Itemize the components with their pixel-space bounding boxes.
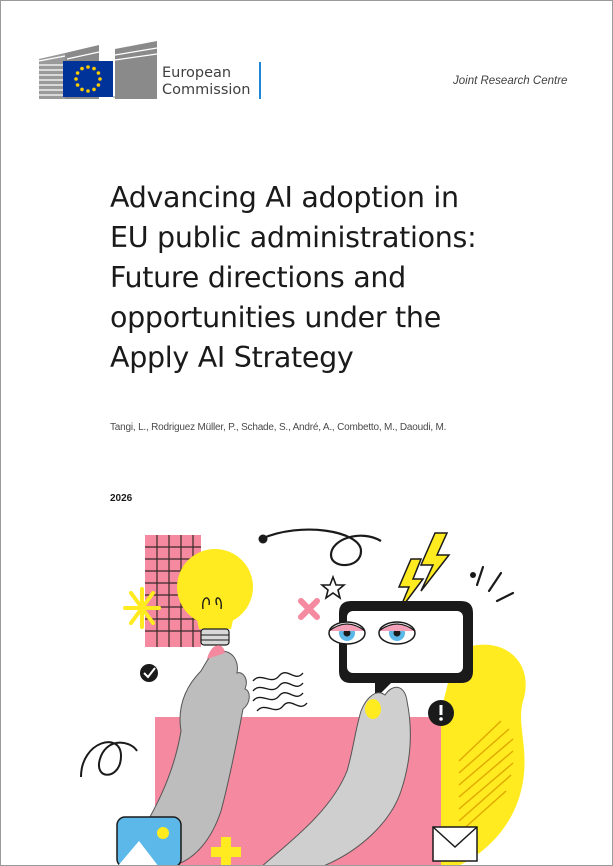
squiggle-line	[261, 530, 381, 565]
title-line: Advancing AI adoption in	[110, 181, 459, 214]
publication-year: 2026	[110, 493, 133, 504]
loop-line	[81, 742, 137, 777]
organization-line-2: Commission	[162, 82, 251, 98]
lightning-icon	[399, 533, 449, 611]
cover-illustration	[61, 511, 591, 866]
pink-cross	[301, 601, 317, 617]
authors: Tangi, L., Rodriguez Müller, P., Schade, S., André, A., Combetto, M., Daoudi, M.	[110, 422, 447, 433]
yellow-sparkle	[125, 589, 159, 627]
exclamation-icon	[428, 700, 454, 726]
report-title	[110, 178, 530, 378]
organization-name	[162, 65, 250, 99]
title-line: opportunities under the	[110, 301, 441, 334]
eu-flag-icon	[63, 61, 113, 97]
title-line: EU public administrations:	[110, 221, 477, 254]
image-icon	[117, 817, 181, 866]
logo-divider	[259, 62, 261, 99]
title-line: Future directions and	[110, 261, 406, 294]
eye-right	[379, 622, 415, 644]
centre-name: Joint Research Centre	[453, 75, 568, 87]
eye-left	[329, 622, 365, 644]
envelope-icon	[433, 827, 477, 861]
star-icon	[322, 577, 344, 598]
scribble-pattern	[253, 673, 307, 711]
organization-line-1: European	[162, 65, 232, 81]
title-line: Apply AI Strategy	[110, 341, 354, 374]
checkmark-icon	[140, 664, 158, 682]
